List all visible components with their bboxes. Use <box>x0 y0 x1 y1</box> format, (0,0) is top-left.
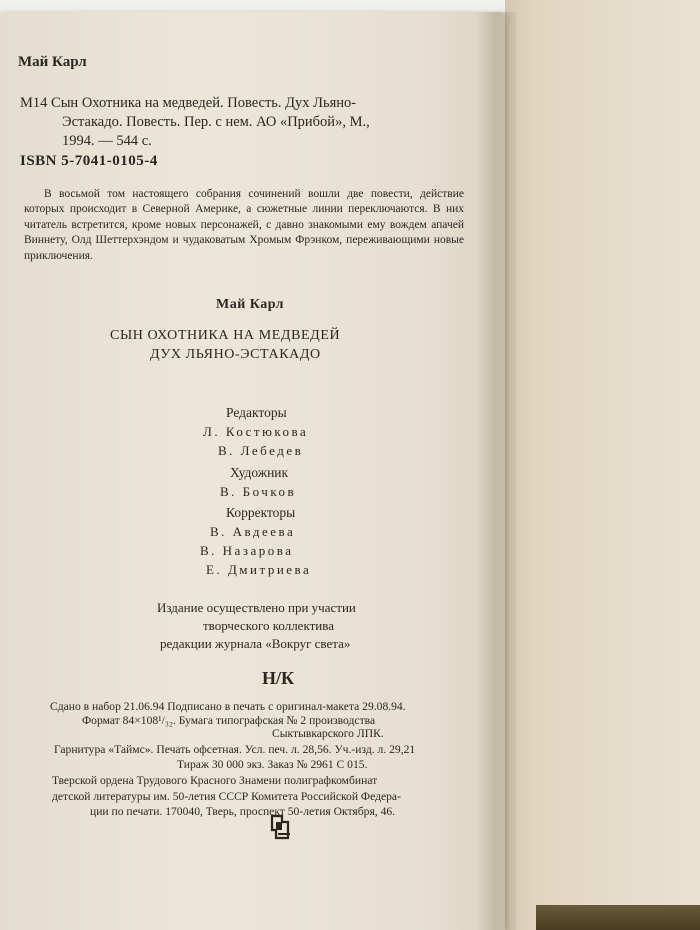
printer-logo-icon <box>268 812 294 842</box>
imprint-line: Формат 84×108¹/₃₂. Бумага типографская № 2 производства <box>82 714 376 727</box>
book-title-1: СЫН ОХОТНИКА НА МЕДВЕДЕЙ <box>110 328 341 343</box>
imprint-line: Гарнитура «Таймс». Печать офсетная. Усл. печ. л. 28,56. Уч.-изд. л. 29,21 <box>54 743 416 756</box>
right-page <box>505 0 700 930</box>
imprint-line: Сыктывкарского ЛПК. <box>272 727 384 740</box>
imprint-line: Сдано в набор 21.06.94 Подписано в печать с оригинал-макета 29.08.94. <box>50 700 406 713</box>
biblio-line-1: М14 Сын Охотника на медведей. Повесть. Дух Льяно- <box>20 95 357 111</box>
corrector-name: В. Назарова <box>200 543 294 558</box>
publication-note-line: творческого коллектива <box>203 618 334 633</box>
annotation-text: В восьмой том настоящего собрания сочинений вошли две повести, действие которых происходит в Северной Америке, а сюжетные линии переключаются. В них читатель встретится, кроме новых персонажей, с давно знакомыми ему вождем апачей Виннету, Олд Шеттерхэндом и чудаковатым Хромым Фрэнком, переживающими новые приключения. <box>24 188 464 262</box>
publication-note-line: Издание осуществлено при участии <box>157 600 356 615</box>
author-heading: Май Карл <box>18 54 87 70</box>
artist-label: Художник <box>230 465 289 480</box>
bibliographic-record <box>20 94 460 151</box>
editors-label: Редакторы <box>226 405 287 420</box>
publication-note-line: редакции журнала «Вокруг света» <box>160 636 351 651</box>
biblio-line-2: Эстакадо. Повесть. Пер. с нем. АО «Прибой», М., <box>62 114 370 130</box>
isbn: ISBN 5-7041-0105-4 <box>20 153 158 169</box>
book-cover-edge <box>536 905 700 930</box>
page-fold-shadow <box>476 12 516 930</box>
imprint-line: ции по печати. 170040, Тверь, проспект 50-летия Октября, 46. <box>90 805 396 818</box>
editor-name: В. Лебедев <box>218 443 304 458</box>
editor-name: Л. Костюкова <box>203 424 309 439</box>
book-title-2: ДУХ ЛЬЯНО-ЭСТАКАДО <box>150 347 321 362</box>
corrector-name: В. Авдеева <box>210 524 296 539</box>
biblio-line-3: 1994. — 544 с. <box>62 133 152 149</box>
corrector-name: Е. Дмитриева <box>206 562 312 577</box>
imprint-line: детской литературы им. 50-летия СССР Комитета Российской Федера- <box>52 790 401 803</box>
imprint-line: Тверской ордена Трудового Красного Знамени полиграфкомбинат <box>52 774 378 787</box>
nk-mark: Н/К <box>262 668 295 688</box>
artist-name: В. Бочков <box>220 484 297 499</box>
author-name: Май Карл <box>216 297 285 312</box>
correctors-label: Корректоры <box>226 505 296 520</box>
imprint-line: Тираж 30 000 экз. Заказ № 2961 С 015. <box>177 758 368 771</box>
